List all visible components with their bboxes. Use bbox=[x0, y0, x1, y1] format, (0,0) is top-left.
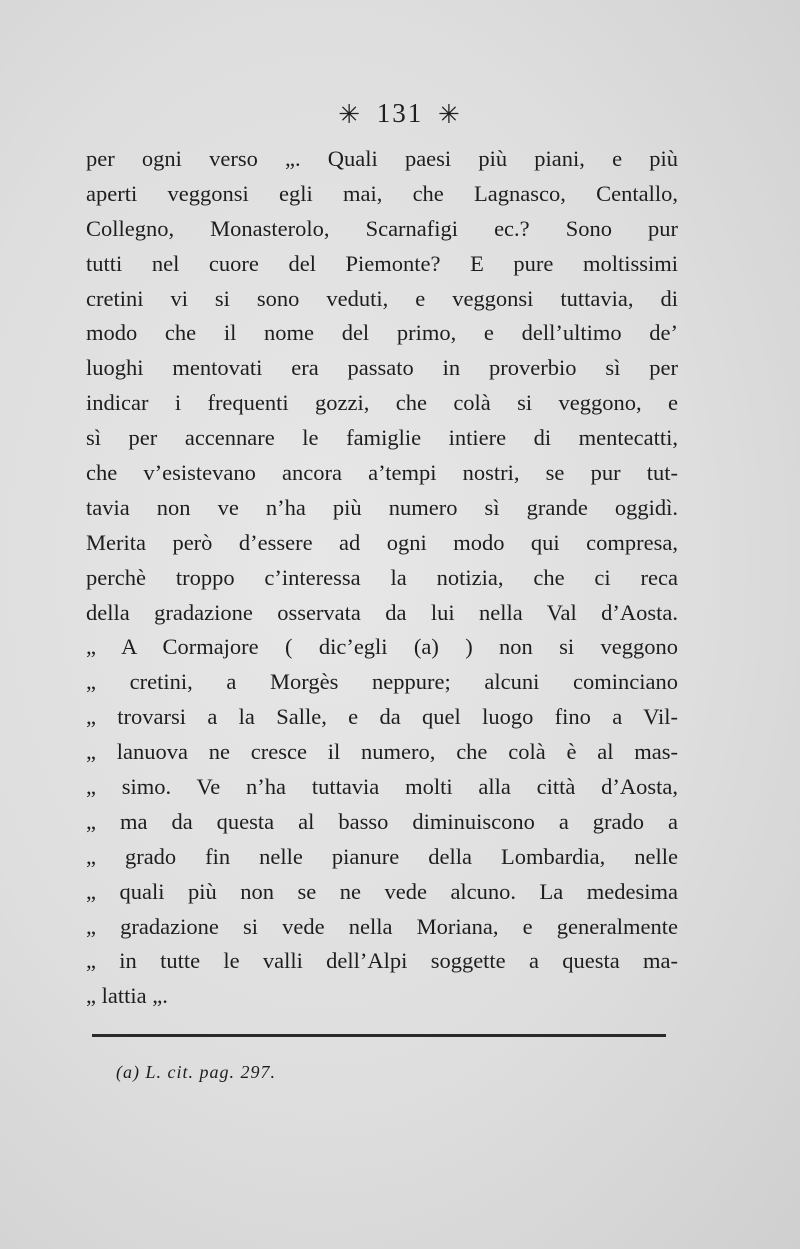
text-line: tavia non ve n’ha più numero sì grande oggidì. bbox=[86, 494, 678, 520]
footnote-rule bbox=[92, 1034, 666, 1037]
text-line: per ogni verso „. Quali paesi più piani, e più bbox=[86, 146, 678, 171]
text-line: che v’esistevano ancora a’tempi nostri, se pur tut- bbox=[86, 460, 678, 486]
asterism-ornament-icon: ✳ bbox=[338, 100, 362, 129]
text-line: „ ma da questa al basso diminuiscono a grado a bbox=[86, 808, 678, 834]
body-text bbox=[86, 142, 678, 1014]
text-line: „ A Cormajore ( dic’egli (a) ) non si veggono bbox=[86, 634, 678, 660]
text-line: modo che il nome del primo, e dell’ultimo de’ bbox=[86, 320, 678, 346]
text-line: „ grado fin nelle pianure della Lombardia, nelle bbox=[86, 843, 678, 869]
text-line: Collegno, Monasterolo, Scarnafigi ec.? Sono pur bbox=[86, 215, 678, 241]
page-number: 131 bbox=[376, 98, 424, 128]
text-line: della gradazione osservata da lui nella Val d’Aosta. bbox=[86, 599, 678, 625]
text-line: indicar i frequenti gozzi, che colà si veggono, e bbox=[86, 390, 678, 416]
text-line: luoghi mentovati era passato in proverbio sì per bbox=[86, 355, 678, 381]
text-line: cretini vi si sono veduti, e veggonsi tuttavia, di bbox=[86, 285, 678, 311]
text-line: „ cretini, a Morgès neppure; alcuni cominciano bbox=[86, 669, 678, 695]
page-header bbox=[0, 98, 800, 129]
footnote: (a) L. cit. pag. 297. bbox=[116, 1062, 276, 1082]
text-line: „ lattia „. bbox=[86, 983, 168, 1009]
text-line: aperti veggonsi egli mai, che Lagnasco, Centallo, bbox=[86, 180, 678, 206]
text-line: „ trovarsi a la Salle, e da quel luogo fino a Vil- bbox=[86, 704, 678, 730]
text-line: Merita però d’essere ad ogni modo qui compresa, bbox=[86, 529, 678, 555]
text-line: sì per accennare le famiglie intiere di mentecatti, bbox=[86, 425, 678, 451]
text-line: „ lanuova ne cresce il numero, che colà è al mas- bbox=[86, 739, 678, 765]
text-line: „ simo. Ve n’ha tuttavia molti alla città d’Aosta, bbox=[86, 774, 678, 800]
text-line: „ quali più non se ne vede alcuno. La medesima bbox=[86, 878, 678, 904]
text-line: „ gradazione si vede nella Moriana, e generalmente bbox=[86, 913, 678, 939]
asterism-ornament-icon: ✳ bbox=[438, 100, 462, 129]
text-line: tutti nel cuore del Piemonte? E pure moltissimi bbox=[86, 250, 678, 276]
text-line: „ in tutte le valli dell’Alpi soggette a questa ma- bbox=[86, 948, 678, 974]
text-line: perchè troppo c’interessa la notizia, che ci reca bbox=[86, 564, 678, 590]
